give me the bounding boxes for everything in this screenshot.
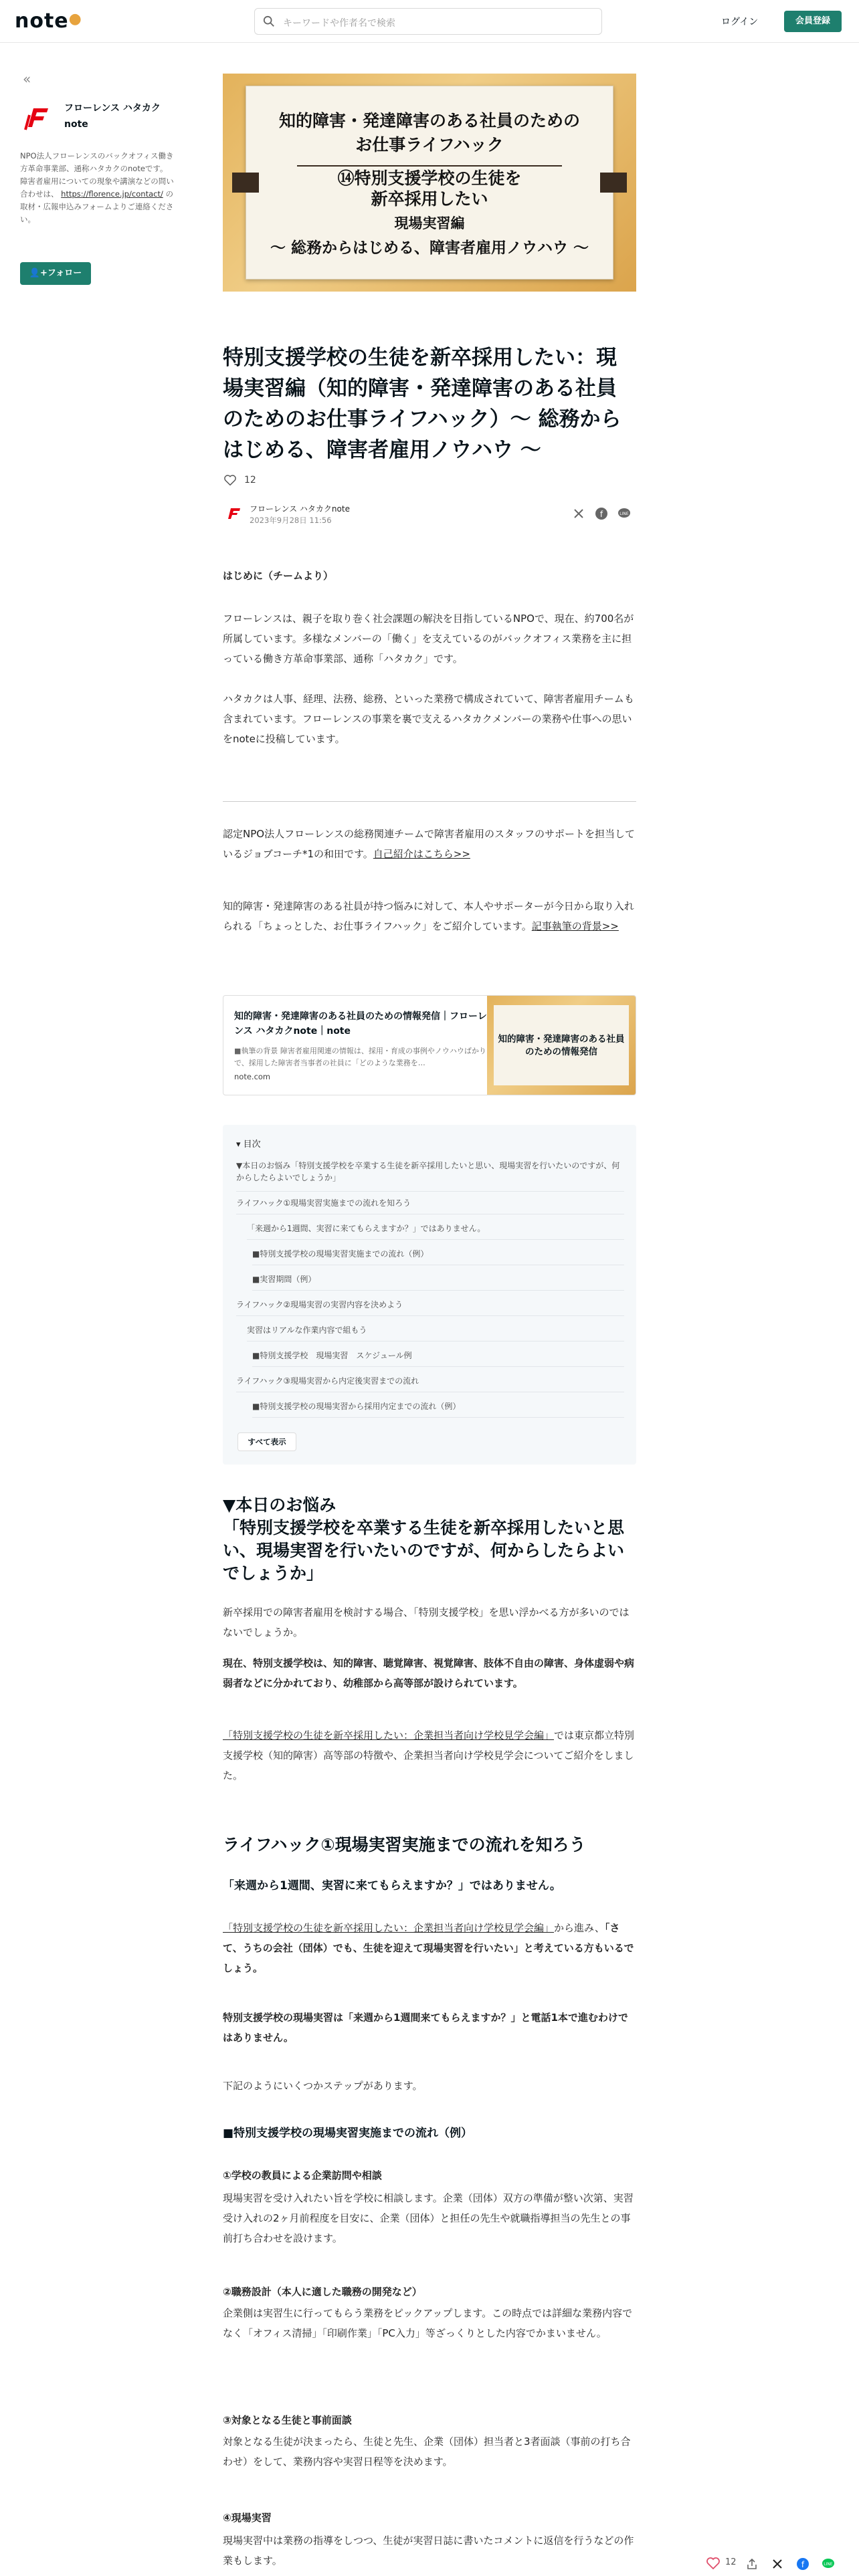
search-box[interactable]	[254, 8, 602, 35]
self-intro-link[interactable]: 自己紹介はこちら>>	[373, 848, 470, 860]
svg-text:f: f	[599, 510, 603, 519]
line-share-icon[interactable]	[822, 2557, 835, 2571]
step-1-body: 現場実習を受け入れたい旨を学校に相談します。企業（団体）双方の準備が整い次第、実習受け入れの2ヶ月前程度を目安に、企業（団体）と担任の先生や就職指導担当の先生との事前打ち合わせを設けます。	[223, 2192, 634, 2244]
link-card[interactable]	[223, 995, 636, 1095]
step-4-title: ④現場実習	[223, 2512, 272, 2524]
hero-divider	[297, 165, 562, 167]
toc-item[interactable]: ■特別支援学校の現場実習実施までの流れ（例）	[252, 1248, 624, 1265]
step-3-title: ③対象となる生徒と事前面談	[223, 2414, 352, 2426]
link-card-thumbnail	[487, 996, 636, 1095]
search-icon	[263, 15, 275, 27]
link-card-thumbnail-text: 知的障害・発達障害のある社員のための情報発信	[498, 1034, 625, 1057]
share-icon[interactable]	[745, 2557, 759, 2571]
hero-text-line-6: 〜 総務からはじめる、障害者雇用ノウハウ 〜	[270, 239, 589, 257]
svg-text:f: f	[801, 2560, 805, 2569]
toc-show-all-button[interactable]: すべて表示	[237, 1432, 296, 1451]
lifehack-1-paragraph-1: 「特別支援学校の生徒を新卒採用したい：企業担当者向け学校見学会編」から進み、「さて、うちの会社（団体）でも、生徒を迎えて現場実習を行いたい」と考えている方もいるでしょう。	[223, 1922, 634, 1974]
logo-badge-icon: ●	[68, 11, 82, 27]
divider	[223, 801, 636, 802]
hero-board	[246, 86, 613, 280]
link-card-url: note.com	[234, 1072, 271, 1081]
staff-paragraph: 認定NPO法人フローレンスの総務関連チームで障害者雇用のスタッフのサポートを担当しているジョブコーチ*1の和田です。自己紹介はこちら>>	[223, 828, 635, 860]
step-1-title: ①学校の教員による企業訪問や相談	[223, 2169, 382, 2181]
hero-text-line-5: 現場実習編	[394, 215, 465, 231]
step-3-body: 対象となる生徒が決まったら、生徒と先生、企業（団体）担当者と3者面談（事前の打ち合わせ）をして、業務内容や実習日程等を決めます。	[223, 2436, 631, 2468]
author-row	[223, 502, 636, 528]
intro-heading: はじめに（チームより）	[223, 570, 334, 582]
lifehack-1-paragraph-2: 特別支援学校の現場実習は「来週から1週間来てもらえますか？」と電話1本で進むわけではありません。	[223, 2012, 628, 2044]
toc-item[interactable]: ■特別支援学校の現場実習から採用内定までの流れ（例）	[252, 1400, 624, 1418]
follow-button[interactable]: 👤+フォロー	[20, 262, 91, 285]
link-card-description: ■執筆の背景 障害者雇用関連の情報は、採用・育成の事例やノウハウばかりで、採用した障害者当事者の社員に「どのような業務を…	[234, 1047, 486, 1067]
background-link[interactable]: 記事執筆の背景>>	[531, 920, 619, 932]
heart-icon[interactable]	[706, 2557, 720, 2569]
publish-date: 2023年9月28日 11:56	[250, 516, 332, 525]
hero-text-line-3: ⑭特別支援学校の生徒を 新卒採用したい	[337, 169, 522, 209]
floating-like-count: 12	[725, 2557, 737, 2567]
article-title: 特別支援学校の生徒を新卒採用したい：現場実習編（知的障害・発達障害のある社員のためのお仕事ライフハック）〜 総務からはじめる、障害者雇用ノウハウ 〜	[223, 346, 622, 462]
login-link[interactable]: ログイン	[721, 17, 759, 27]
toc-item[interactable]: ライフハック①現場実習実施までの流れを知ろう	[236, 1197, 624, 1214]
series-paragraph: 知的障害・発達障害のある社員が持つ悩みに対して、本人やサポーターが今日から取り入れられる「ちょっとした、お仕事ライフハック」をご紹介しています。記事執筆の背景>>	[223, 900, 634, 932]
x-share-icon[interactable]	[572, 507, 585, 520]
toc-item[interactable]: ライフハック③現場実習から内定後実習までの流れ	[236, 1375, 624, 1392]
school-visit-link-2[interactable]: 「特別支援学校の生徒を新卒採用したい：企業担当者向け学校見学会編」	[223, 1922, 555, 1934]
step-2-title: ②職務設計（本人に適した職務の開発など）	[223, 2286, 422, 2298]
hero-clip-right	[600, 173, 627, 193]
follow-user-icon: 👤+	[29, 268, 47, 278]
signup-button[interactable]: 会員登録	[784, 11, 842, 32]
section1-paragraph-3: 「特別支援学校の生徒を新卒採用したい：企業担当者向け学校見学会編」では東京都立特別支援学校（知的障害）高等部の特徴や、企業担当者向け学校見学会についてご紹介をしました。	[223, 1729, 635, 1782]
hero-clip-left	[232, 173, 259, 193]
intro-paragraph-1: フローレンスは、親子を取り巻く社会課題の解決を目指しているNPOで、現在、約700名が所属しています。多様なメンバーの「働く」を支えているのがバックオフィス業務を主に担っている働き方革命事業部、通称「ハタカク」です。	[223, 613, 634, 665]
toc-item[interactable]: ■実習期間（例）	[252, 1273, 624, 1291]
site-header	[0, 0, 859, 43]
lifehack-1-subheading: 「来週から1週間、実習に来てもらえますか？」ではありません。	[223, 1879, 561, 1893]
toc-item[interactable]: ■特別支援学校 現場実習 スケジュール例	[252, 1350, 624, 1367]
floating-action-bar	[701, 2553, 859, 2573]
lifehack-1-paragraph-3: 下記のようにいくつかステップがあります。	[223, 2080, 423, 2092]
flow-heading: ■特別支援学校の現場実習実施までの流れ（例）	[223, 2127, 473, 2140]
toc-item[interactable]: 実習はリアルな作業内容で組もう	[247, 1324, 624, 1341]
chevron-down-icon: ▾	[236, 1140, 244, 1150]
contact-link[interactable]: https://florence.jp/contact/	[61, 189, 163, 199]
hero-text-line-1: 知的障害・発達障害のある社員のための お仕事ライフハック	[278, 111, 580, 154]
section-heading-worry: ▼本日のお悩み 「特別支援学校を卒業する生徒を新卒採用したいと思い、現場実習を行いたいのですが、何からしたらよいでしょうか」	[223, 1495, 625, 1583]
toc-item[interactable]: ライフハック②現場実習の実習内容を決めよう	[236, 1299, 624, 1316]
line-share-icon[interactable]	[617, 507, 631, 520]
section1-paragraph-1: 新卒採用での障害者雇用を検討する場合、「特別支援学校」を思い浮かべる方が多いのではないでしょうか。	[223, 1606, 630, 1638]
lifehack-1-heading: ライフハック①現場実習実施までの流れを知ろう	[223, 1835, 586, 1854]
note-logo[interactable]: note●	[15, 9, 82, 33]
facebook-share-icon[interactable]	[796, 2557, 809, 2571]
intro-paragraph-2: ハタカクは人事、経理、法務、総務、といった業務で構成されていて、障害者雇用チームも含まれています。フローレンスの事業を裏で支えるハタカクメンバーの業務や仕事への思いをnoteに投稿しています。	[223, 693, 634, 745]
school-visit-link[interactable]: 「特別支援学校の生徒を新卒採用したい：企業担当者向け学校見学会編」	[223, 1729, 555, 1741]
toc-item[interactable]: 「来週から1週間、実習に来てもらえますか？」ではありません。	[247, 1222, 624, 1240]
author-name[interactable]: フローレンス ハタカクnote	[250, 504, 350, 514]
section1-paragraph-2: 現在、特別支援学校は、知的障害、聴覚障害、視覚障害、肢体不自由の障害、身体虚弱や病弱者などに分かれており、幼稚部から高等部が設けられています。	[223, 1657, 635, 1689]
like-count[interactable]: 12	[224, 475, 256, 486]
creator-name[interactable]: フローレンス ハタカクnote	[64, 103, 161, 130]
toc-heading[interactable]: ▾ 目次	[236, 1140, 261, 1150]
search-input[interactable]: キーワードや作者名で検索	[283, 18, 395, 29]
table-of-contents	[223, 1125, 636, 1465]
hero-image	[223, 74, 636, 292]
link-card-title: 知的障害・発達障害のある社員のための情報発信｜フローレンス ハタカクnote｜note	[234, 1011, 487, 1037]
step-2-body: 企業側は実習生に行ってもらう業務をピックアップします。この時点では詳細な業務内容でなく「オフィス清掃」「印刷作業」「PC入力」等ざっくりとした内容でかまいません。	[223, 2307, 633, 2339]
x-share-icon[interactable]	[771, 2557, 784, 2571]
collapse-sidebar-icon[interactable]: «	[23, 71, 31, 87]
svg-text:LINE: LINE	[824, 2562, 833, 2567]
creator-description	[20, 150, 174, 226]
step-4-body: 現場実習中は業務の指導をしつつ、生徒が実習日誌に書いたコメントに返信を行うなどの作業もします。	[223, 2535, 634, 2567]
article-main	[223, 74, 636, 2567]
creator-description-text-2: の取材・広報申込みフォームよりご連絡ください。	[20, 189, 174, 224]
facebook-share-icon[interactable]	[595, 507, 608, 520]
toc-item[interactable]: ▼本日のお悩み「特別支援学校を卒業する生徒を新卒採用したいと思い、現場実習を行いたいのですが、何からしたらよいでしょうか」	[236, 1160, 624, 1192]
creator-avatar[interactable]	[20, 100, 55, 135]
svg-text:LINE: LINE	[619, 512, 629, 516]
heart-icon[interactable]	[224, 475, 236, 486]
author-avatar[interactable]	[224, 504, 243, 523]
creator-description-text: NPO法人フローレンスのバックオフィス働き方革命事業部、通称ハタカクのnoteです。 障害者雇用についての現象や講演などの問い合わせは、	[20, 151, 174, 199]
